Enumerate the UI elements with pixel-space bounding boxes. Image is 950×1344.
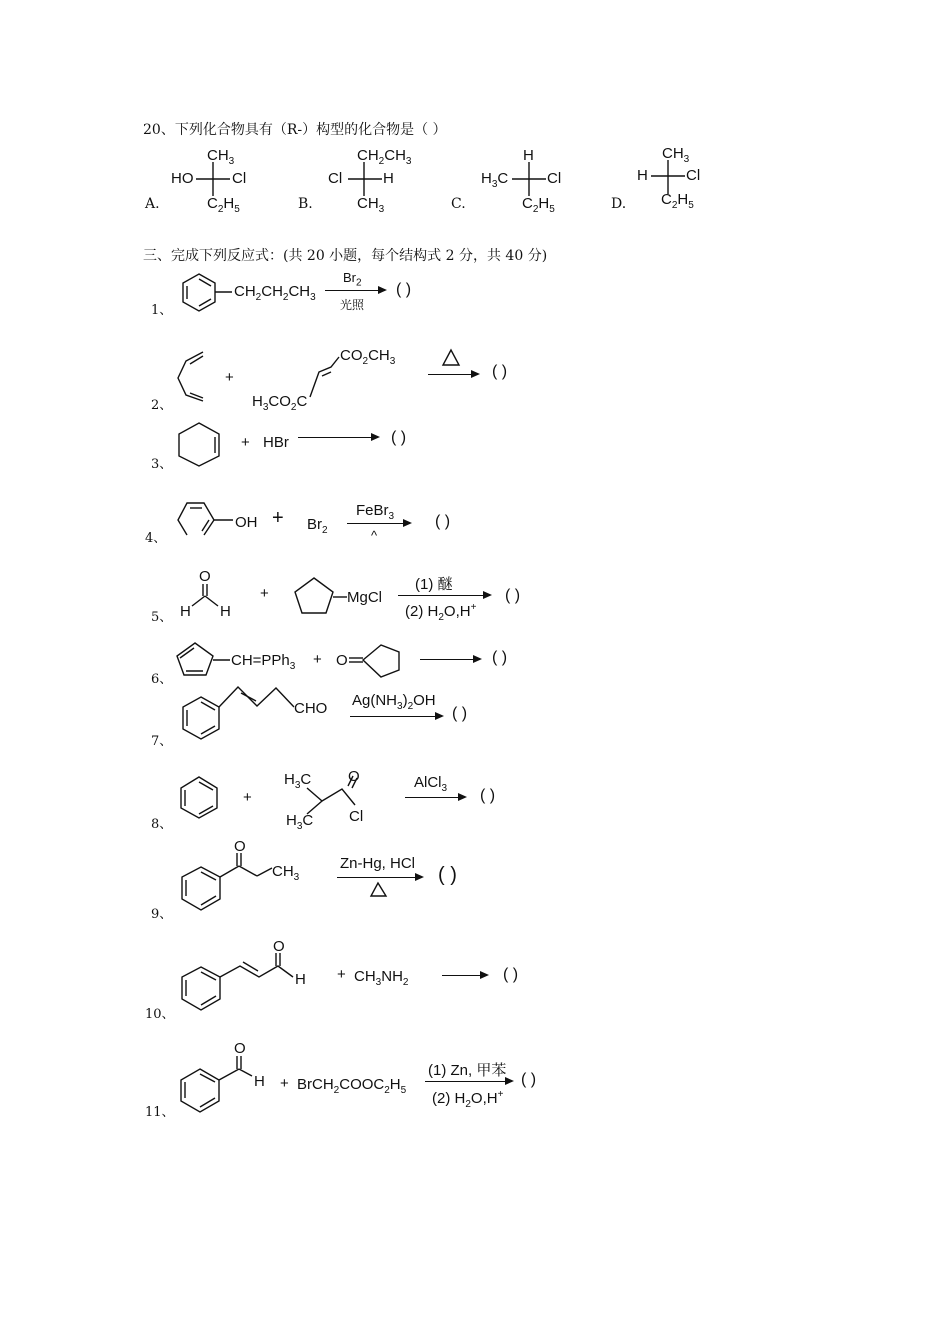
fischer-right: Cl <box>686 167 701 184</box>
reaction-number: 2、 <box>151 398 173 413</box>
fischer-right: H <box>383 170 394 187</box>
plus-sign: + <box>280 1075 289 1092</box>
reaction-number: 4、 <box>145 531 167 546</box>
option-letter: B. <box>298 196 313 212</box>
reaction-number: 8、 <box>151 817 173 832</box>
fischer-top: $CH_3$ <box>207 147 235 167</box>
methyl-bottom: $H_3C$ <box>286 812 314 832</box>
hydrogen: H <box>220 603 231 620</box>
q20-stem: 20、下列化合物具有（R-）构型的化合物是（ ） <box>143 122 447 138</box>
fischer-left: HO <box>171 170 194 187</box>
reagent-above: Zn-Hg, HCl <box>340 855 416 872</box>
answer-blank[interactable]: ( ) <box>396 281 412 298</box>
reaction-number: 5、 <box>151 610 173 625</box>
condition-below: 光照 <box>340 298 365 312</box>
condition-below: (2) $H_2O,H^+$ <box>405 602 477 623</box>
reaction-number: 9、 <box>151 907 173 922</box>
substituent: $CH_2CH_2CH_3$ <box>234 283 316 303</box>
section-heading: 三、完成下列反应式：(共 20 小题，每个结构式 2 分，共 40 分) <box>143 248 548 264</box>
hydrogen: H <box>295 971 306 988</box>
substituent: OH <box>235 514 258 531</box>
answer-blank[interactable]: ( ) <box>505 587 521 604</box>
reaction-number: 3、 <box>151 457 173 472</box>
fischer-top: $CH_2CH_3$ <box>357 147 412 167</box>
answer-blank[interactable]: ( ) <box>480 787 496 804</box>
reaction-number: 6、 <box>151 672 173 687</box>
fischer-top: $CH_3$ <box>662 145 690 165</box>
fischer-left: Cl <box>328 170 343 187</box>
answer-blank[interactable]: ( ) <box>391 429 407 446</box>
plus-sign: + <box>313 651 322 668</box>
reaction-number: 1、 <box>151 303 173 318</box>
fischer-left: H <box>637 167 648 184</box>
fischer-right: Cl <box>232 170 247 187</box>
fischer-bottom: $C_2H_5$ <box>661 191 694 211</box>
answer-blank[interactable]: ( ) <box>452 705 468 722</box>
hydrogen: H <box>180 603 191 620</box>
oxygen: O <box>348 768 360 785</box>
oxygen: O <box>234 838 246 855</box>
plus-sign: + <box>241 434 250 451</box>
answer-blank[interactable]: ( ) <box>492 649 508 666</box>
answer-blank[interactable]: ( ) <box>521 1071 537 1088</box>
reagent-above: FeBr$_3$ <box>356 502 395 522</box>
plus-sign: + <box>225 369 234 386</box>
option-letter: A. <box>145 196 160 212</box>
fischer-bottom: $C_2H_5$ <box>207 195 240 215</box>
condition-below: ^ <box>371 528 378 543</box>
plus-sign: + <box>337 966 346 983</box>
answer-blank[interactable]: ( ) <box>503 966 519 983</box>
ester-top: $CO_2CH_3$ <box>340 347 396 367</box>
reagent: HBr <box>263 434 289 451</box>
reagent: $CH_3NH_2$ <box>354 968 409 988</box>
hydrogen: H <box>254 1073 265 1090</box>
substituent: MgCl <box>347 589 383 606</box>
reagent-above: AlCl$_3$ <box>414 774 448 794</box>
reaction-arrow <box>425 1081 512 1082</box>
plus-sign: + <box>272 507 284 529</box>
fischer-bottom: $CH_3$ <box>357 195 385 215</box>
reagent: $Br_2$ <box>307 516 328 536</box>
methyl: $CH_3$ <box>272 863 300 883</box>
chlorine: Cl <box>349 808 364 825</box>
oxygen: O <box>199 568 211 585</box>
substituent: CHO <box>294 700 328 717</box>
reagent: $BrCH_2COOC_2H_5$ <box>297 1076 407 1096</box>
reagent-above: (1) 醚 <box>415 576 453 593</box>
oxygen: O <box>234 1040 246 1057</box>
fischer-top: H <box>523 147 534 164</box>
oxygen: O <box>273 938 285 955</box>
ylide: CH=PPh$_3$ <box>231 652 296 672</box>
fischer-left: $H_3C$ <box>481 170 509 190</box>
option-letter: C. <box>451 196 466 212</box>
reaction-number: 10、 <box>145 1007 175 1022</box>
option-letter: D. <box>611 196 627 212</box>
oxygen: O <box>336 652 348 669</box>
ester-bottom: $H_3CO_2C$ <box>252 393 308 413</box>
fischer-right: Cl <box>547 170 562 187</box>
condition-below: (2) $H_2O,H^+$ <box>432 1089 504 1110</box>
reaction-number: 11、 <box>145 1105 175 1120</box>
plus-sign: + <box>243 789 252 806</box>
reagent-above: $Br_2$ <box>343 270 362 289</box>
answer-blank[interactable]: ( ) <box>438 864 457 886</box>
answer-blank[interactable]: ( ) <box>492 363 508 380</box>
reagent-above: (1) Zn, 甲苯 <box>428 1062 507 1079</box>
reaction-number: 7、 <box>151 734 173 749</box>
methyl-top: $H_3C$ <box>284 771 312 791</box>
answer-blank[interactable]: ( ) <box>435 513 451 530</box>
reagent-above: $Ag(NH_3)_2OH$ <box>352 692 436 712</box>
plus-sign: + <box>260 585 269 602</box>
fischer-bottom: $C_2H_5$ <box>522 195 555 215</box>
